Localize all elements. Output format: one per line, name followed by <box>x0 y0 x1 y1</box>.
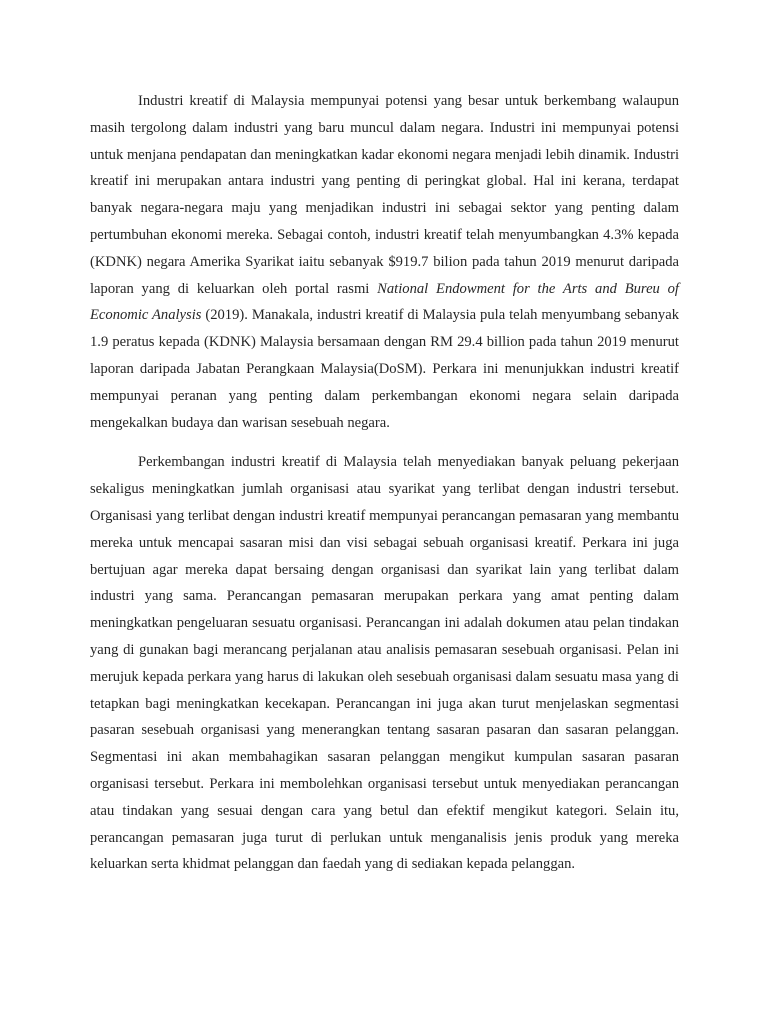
paragraph-1-text-a: Industri kreatif di Malaysia mempunyai potensi yang besar untuk berkembang walaupun masih tergolong dalam industri yang baru muncul dalam negara. Industri ini mempunyai potensi untuk menjana pendapatan dan meningkatkan kadar ekonomi negara menjadi lebih dinamik. Industri kreatif ini merupakan antara industri yang penting di peringkat global. Hal ini kerana, terdapat banyak negara-negara maju yang menjadikan industri ini sebagai sektor yang penting dalam pertumbuhan ekonomi mereka. Sebagai contoh, industri kreatif telah menyumbangkan 4.3% kepada (KDNK) negara Amerika Syarikat iaitu sebanyak $919.7 bilion pada tahun 2019 menurut daripada laporan yang di keluarkan oleh portal rasmi <box>90 93 679 297</box>
paragraph-1-text-b: (2019). Manakala, industri kreatif di Malaysia pula telah menyumbang sebanyak 1.9 peratus kepada (KDNK) Malaysia bersamaan dengan RM 29.4 billion pada tahun 2019 menurut laporan daripada Jabatan Perangkaan Malaysia(DoSM). Perkara ini menunjukkan industri kreatif mempunyai peranan yang penting dalam perkembangan ekonomi negara selain daripada mengekalkan budaya dan warisan sesebuah negara. <box>90 307 679 431</box>
paragraph-1-source-title: National Endowment for the Arts and Bureu of Economic Analysis <box>90 280 679 324</box>
paragraph-industri-kreatif <box>90 88 679 436</box>
document-page <box>90 88 679 878</box>
paragraph-perkembangan-industri: Perkembangan industri kreatif di Malaysia telah menyediakan banyak peluang pekerjaan sekaligus meningkatkan jumlah organisasi atau syarikat yang terlibat dengan industri tersebut. Organisasi yang terlibat dengan industri kreatif mempunyai perancangan pemasaran yang membantu mereka untuk mencapai sasaran misi dan visi sebagai sebuah organisasi kreatif. Perkara ini juga bertujuan agar mereka dapat bersaing dengan organisasi dan syarikat lain yang terlibat dalam industri yang sama. Perancangan pemasaran merupakan perkara yang amat penting dalam meningkatkan pengeluaran sesuatu organisasi. Perancangan ini adalah dokumen atau pelan tindakan yang di gunakan bagi merancang perjalanan atau analisis pemasaran sesebuah organisasi. Pelan ini merujuk kepada perkara yang harus di lakukan oleh sesebuah organisasi dalam sesuatu masa yang di tetapkan bagi meningkatkan kecekapan. Perancangan ini juga akan turut menjelaskan segmentasi pasaran sesebuah organisasi yang menerangkan tentang sasaran pasaran dan sasaran pelanggan. Segmentasi ini akan membahagikan sasaran pelanggan mengikut kumpulan sasaran pasaran organisasi tersebut. Perkara ini membolehkan organisasi tersebut untuk menyediakan perancangan atau tindakan yang sesuai dengan cara yang betul dan efektif mengikut kategori. Selain itu, perancangan pemasaran juga turut di perlukan untuk menganalisis jenis produk yang mereka keluarkan serta khidmat pelanggan dan faedah yang di sediakan kepada pelanggan. <box>90 454 679 873</box>
